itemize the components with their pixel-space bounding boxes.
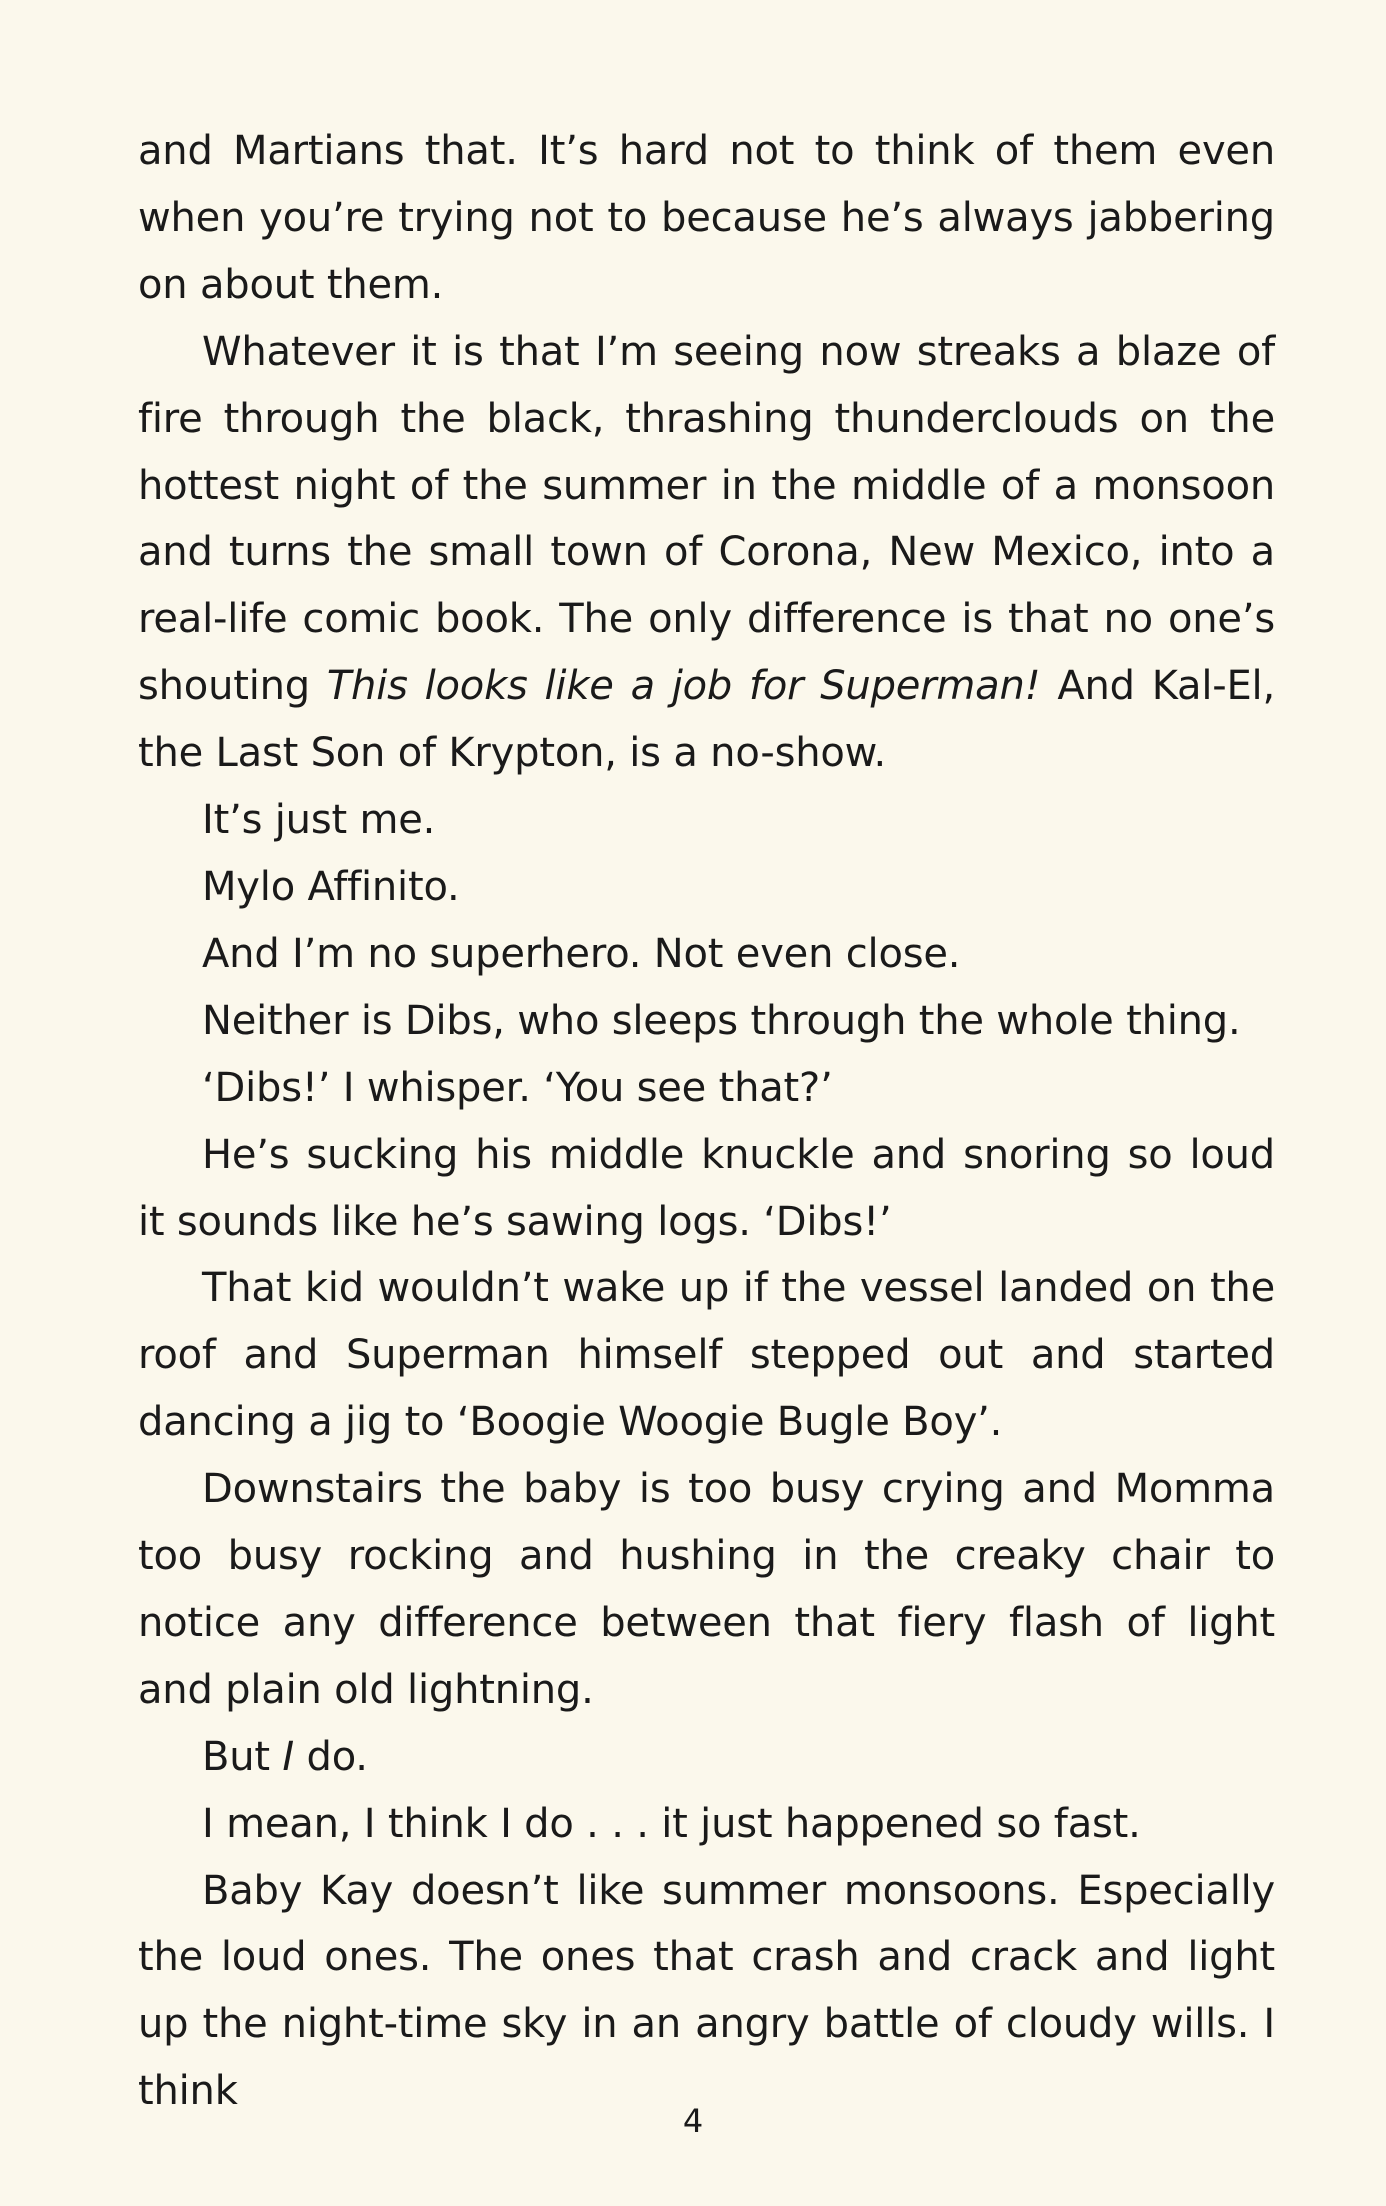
paragraph-text: Whatever it is that I’m seeing now streaks a blaze of fire through the black, thrashing thunderclouds on the hottest night of the summer in the middle of a monsoon and turns the small town of Corona, New Mexico, into a real-life comic book. The only difference is that no one’s shouting xyxy=(138,328,1275,710)
paragraph-11 xyxy=(138,1724,1275,1791)
paragraph-text: I mean, I think I do . . . it just happened so fast. xyxy=(202,1800,1141,1847)
paragraph-1 xyxy=(138,118,1275,319)
paragraph-text: He’s sucking his middle knuckle and snoring so loud it sounds like he’s sawing logs. ‘Dibs!’ xyxy=(138,1131,1275,1245)
paragraph-text: and Martians that. It’s hard not to think of them even when you’re trying not to because he’s always jabbering on about them. xyxy=(138,128,1275,308)
paragraph-3 xyxy=(138,787,1275,854)
paragraph-7 xyxy=(138,1055,1275,1122)
italic-phrase: This looks like a job for Superman! xyxy=(326,663,1041,710)
paragraph-4 xyxy=(138,854,1275,921)
paragraph-text: And Kal-El, the Last Son of Krypton, is a no-show. xyxy=(138,663,1275,777)
paragraph-text: Downstairs the baby is too busy crying and Momma too busy rocking and hushing in the creaky chair to notice any difference between that fiery flash of light and plain old lightning. xyxy=(138,1466,1275,1713)
paragraph-6 xyxy=(138,988,1275,1055)
paragraph-text: It’s just me. xyxy=(202,797,436,844)
paragraph-9 xyxy=(138,1255,1275,1456)
paragraph-text: But xyxy=(202,1733,283,1780)
paragraph-5 xyxy=(138,921,1275,988)
paragraph-2 xyxy=(138,319,1275,787)
paragraph-text: And I’m no superhero. Not even close. xyxy=(202,930,961,977)
italic-phrase: I xyxy=(282,1733,295,1780)
paragraph-10 xyxy=(138,1456,1275,1724)
paragraph-text: Neither is Dibs, who sleeps through the whole thing. xyxy=(202,997,1241,1044)
paragraph-text: Baby Kay doesn’t like summer monsoons. Especially the loud ones. The ones that crash and crack and light up the night-time sky in an angry battle of cloudy wills. I think xyxy=(138,1867,1275,2115)
page-number: 4 xyxy=(682,2102,704,2140)
paragraph-text: ‘Dibs!’ I whisper. ‘You see that?’ xyxy=(202,1064,833,1111)
paragraph-text: That kid wouldn’t wake up if the vessel landed on the roof and Superman himself stepped out and started dancing a jig to ‘Boogie Woogie Bugle Boy’. xyxy=(138,1265,1275,1446)
paragraph-13 xyxy=(138,1858,1275,2126)
body-text xyxy=(138,118,1275,2125)
paragraph-8 xyxy=(138,1122,1275,1256)
paragraph-text: do. xyxy=(294,1733,368,1780)
paragraph-text: Mylo Affinito. xyxy=(202,863,460,910)
paragraph-12 xyxy=(138,1791,1275,1858)
